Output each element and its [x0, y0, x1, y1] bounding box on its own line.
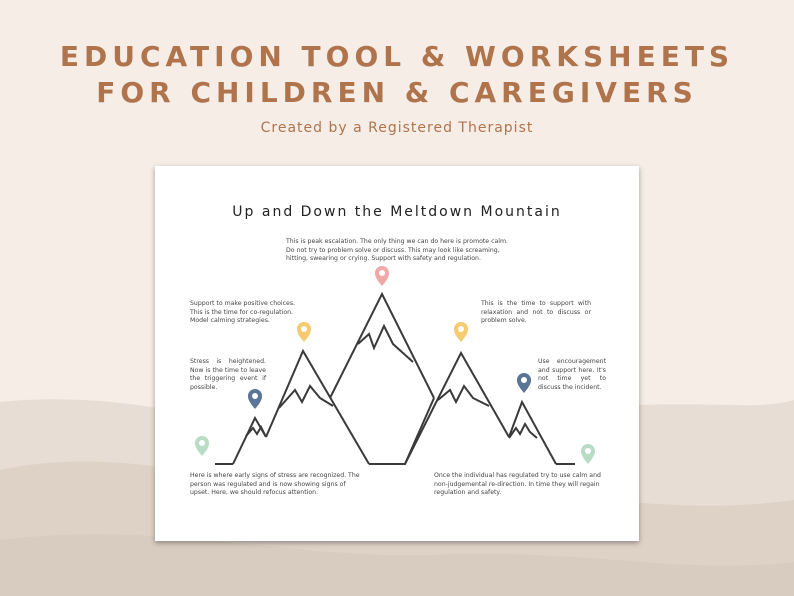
pin-yellow-right — [454, 322, 468, 342]
pin-blue-right — [517, 373, 531, 393]
note-encouragement: Use encouragement and support here. It's not time yet to discuss the incident. — [538, 358, 606, 391]
pin-pink-peak-hole — [379, 270, 385, 276]
mountain-mid-left — [266, 351, 369, 464]
pin-blue-right-hole — [521, 377, 527, 383]
headline-line-1: EDUCATION TOOL & WORKSHEETS — [59, 40, 735, 73]
pin-pink-peak — [375, 266, 389, 286]
subtitle: Created by a Registered Therapist — [260, 120, 534, 136]
note-positive-choices: Support to make positive choices. This is the time for co-regulation. Model calming strategies. — [190, 300, 296, 325]
pin-blue-left-hole — [252, 393, 258, 399]
note-early-signs: Here is where early signs of stress are recognized. The person was regulated and is now showing signs of upset. Here, we should refocus attention. — [190, 472, 360, 497]
pin-green-right-hole — [585, 448, 591, 454]
mountain-peak-outline — [330, 294, 434, 398]
mountain-diagram — [155, 166, 639, 541]
worksheet-preview — [155, 166, 639, 541]
mountain-small-left-snow — [246, 427, 265, 436]
note-relaxation: This is the time to support with relaxation and not to discuss or problem solve. — [481, 300, 591, 325]
note-peak-escalation: This is peak escalation. The only thing we can do here is promote calm. Do not try to problem solve or discuss. This may look like screaming, hitting, swearing or crying. Support with safety and regulation. — [286, 238, 508, 263]
pin-blue-left — [248, 389, 262, 409]
pin-yellow-left-hole — [301, 326, 307, 332]
valley-floor — [369, 398, 434, 464]
pin-yellow-left — [297, 322, 311, 342]
pin-green-left-hole — [199, 440, 205, 446]
headline-line-2: FOR CHILDREN & CAREGIVERS — [96, 76, 698, 109]
note-regulated: Once the individual has regulated try to use calm and non-judgemental re-direction. In time they will regain regulation and safety. — [434, 472, 601, 497]
note-stress-heightened: Stress is heightened. Now is the time to leave the triggering event if possible. — [190, 358, 266, 391]
pin-green-right — [581, 444, 595, 464]
mountain-peak-snow — [358, 326, 413, 362]
pin-green-left — [195, 436, 209, 456]
worksheet-title: Up and Down the Meltdown Mountain — [232, 204, 562, 220]
pin-yellow-right-hole — [458, 326, 464, 332]
